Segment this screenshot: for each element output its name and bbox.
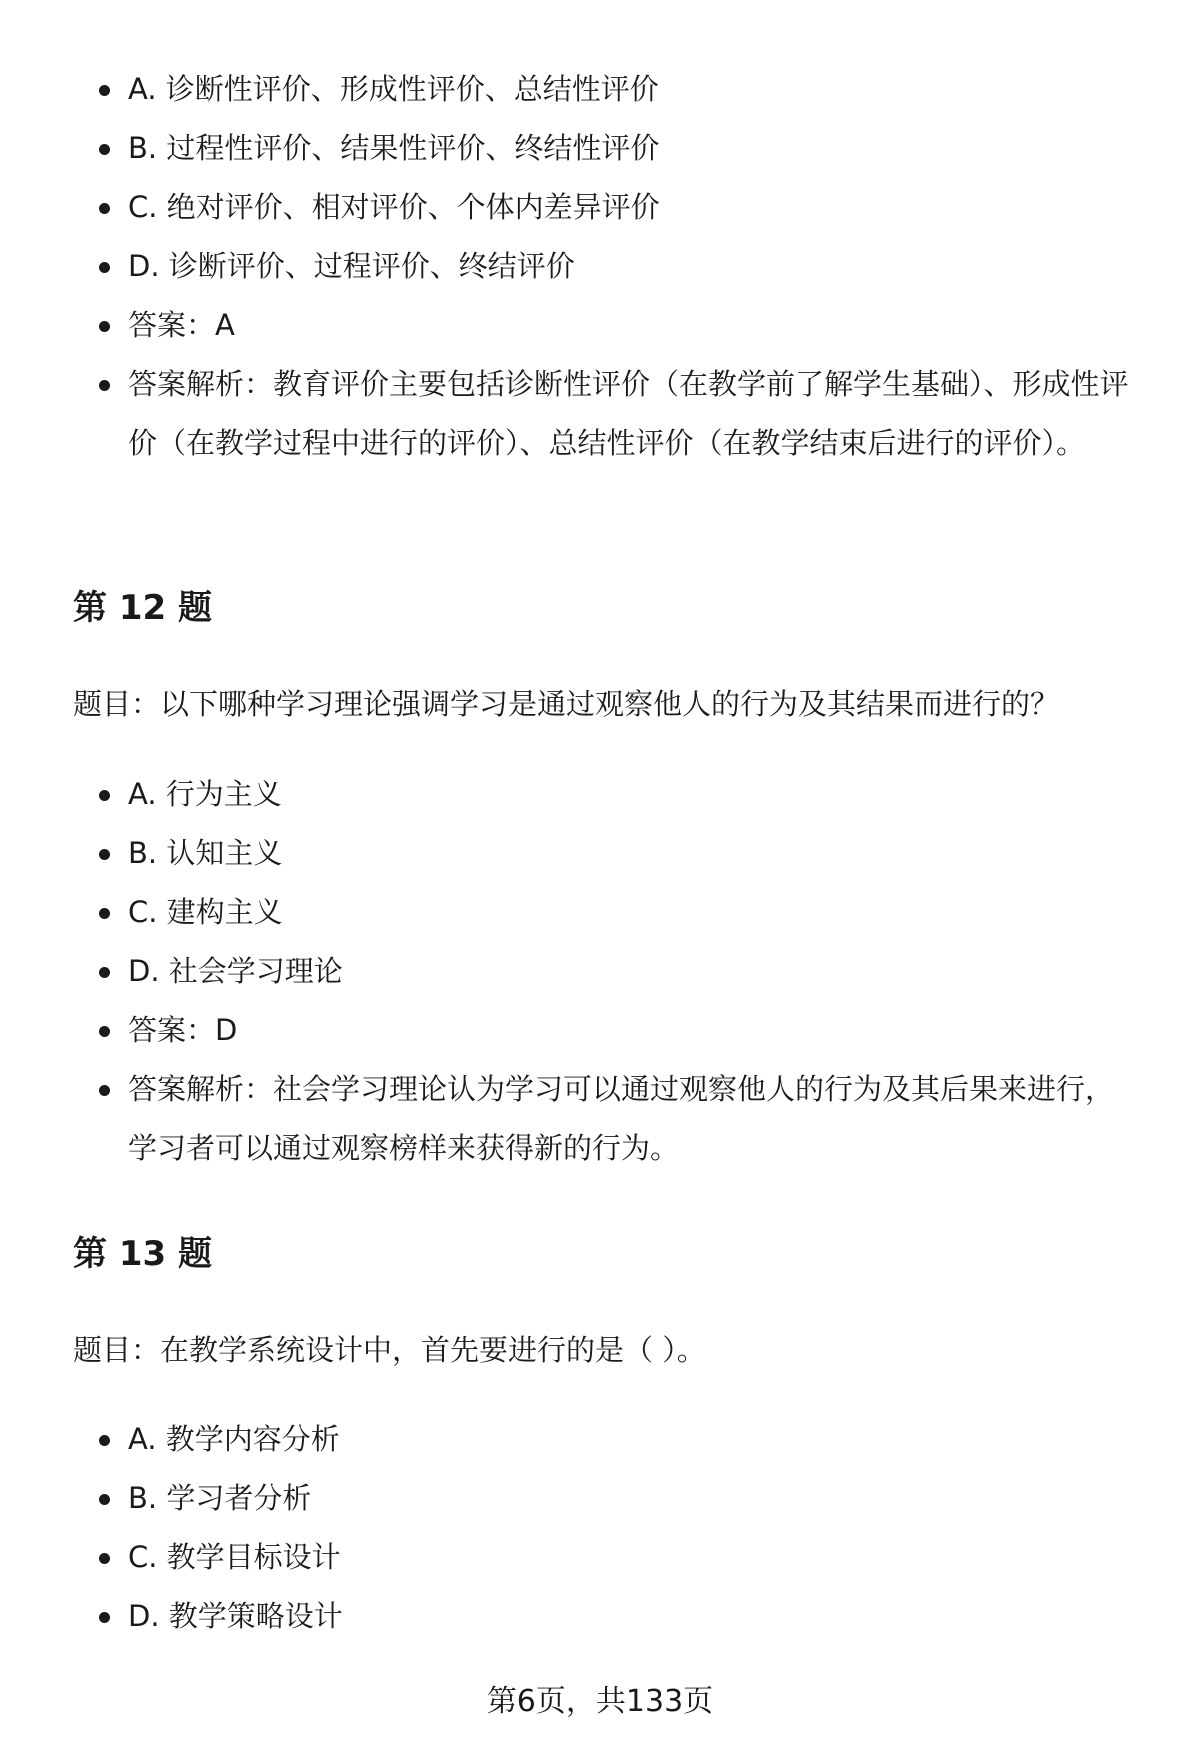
option-text: C. 建构主义 [128,895,283,929]
q13-option-c [0,1528,1200,1587]
option-text: D. 诊断评价、过程评价、终结评价 [128,249,575,283]
bullet [99,1494,110,1505]
bullet [99,262,110,273]
bullet [99,1553,110,1564]
q12-heading: 第 12 题 [73,588,212,628]
q13-option-list [0,1410,1200,1646]
option-text: B. 学习者分析 [128,1481,312,1515]
explanation-text: 答案解析：教育评价主要包括诊断性评价（在教学前了解学生基础）、形成性评价（在教学过程中进行的评价）、总结性评价（在教学结束后进行的评价）。 [128,367,1129,460]
q11-option-b [0,119,1200,178]
bullet [99,849,110,860]
explanation-text: 答案解析：社会学习理论认为学习可以通过观察他人的行为及其后果来进行，学习者可以通过观察榜样来获得新的行为。 [128,1072,1115,1165]
bullet [99,908,110,919]
answer-text: 答案：D [128,1013,238,1047]
bullet [99,790,110,801]
bullet [99,967,110,978]
bullet [99,203,110,214]
bullet [99,380,110,391]
page-number: 第6页，共133页 [486,1684,714,1719]
bullet [99,321,110,332]
q11-answer [0,296,1200,355]
q12-option-d [0,942,1200,1001]
option-text: B. 过程性评价、结果性评价、终结性评价 [128,131,660,165]
option-text: C. 绝对评价、相对评价、个体内差异评价 [128,190,660,224]
q13-question: 题目：在教学系统设计中，首先要进行的是（ ）。 [73,1333,706,1367]
option-text: A. 行为主义 [128,777,282,811]
bullet [99,85,110,96]
bullet [99,1435,110,1446]
option-text: C. 教学目标设计 [128,1540,341,1574]
q12-option-list [0,765,1200,1178]
q12-answer [0,1001,1200,1060]
q11-explanation [0,355,1200,473]
q13-option-b [0,1469,1200,1528]
bullet [99,1612,110,1623]
option-text: D. 教学策略设计 [128,1599,343,1633]
q12-question: 题目：以下哪种学习理论强调学习是通过观察他人的行为及其结果而进行的？ [73,687,1060,721]
q13-option-a [0,1410,1200,1469]
q11-option-d [0,237,1200,296]
q13-option-d [0,1587,1200,1646]
option-text: A. 教学内容分析 [128,1422,340,1456]
q12-option-b [0,824,1200,883]
bullet [99,144,110,155]
q13-heading: 第 13 题 [73,1234,212,1274]
q11-option-a [0,60,1200,119]
option-text: D. 社会学习理论 [128,954,343,988]
q11-option-list [0,60,1200,473]
q12-explanation [0,1060,1200,1178]
option-text: B. 认知主义 [128,836,283,870]
q11-option-c [0,178,1200,237]
q12-option-c [0,883,1200,942]
bullet [99,1085,110,1096]
q12-option-a [0,765,1200,824]
bullet [99,1026,110,1037]
answer-text: 答案：A [128,308,235,342]
option-text: A. 诊断性评价、形成性评价、总结性评价 [128,72,659,106]
